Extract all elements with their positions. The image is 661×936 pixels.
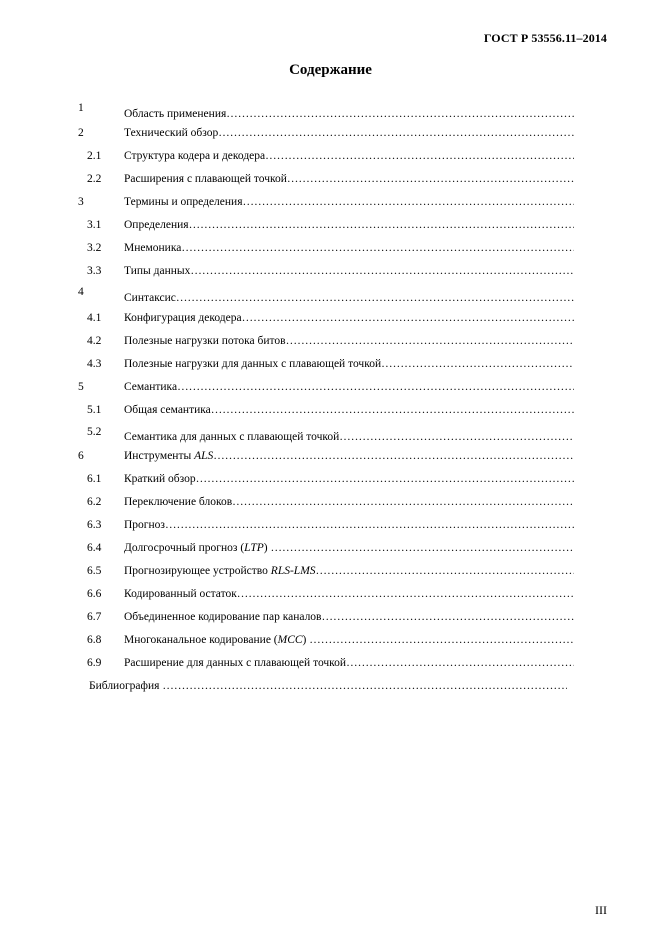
toc-label: Типы данных ………………………………………………………………………………………………………………………………………………………………………………… bbox=[124, 265, 574, 277]
toc-number: 6.2 bbox=[87, 496, 102, 508]
toc-entry[interactable] bbox=[0, 265, 661, 285]
toc-number: 4 bbox=[78, 286, 84, 298]
toc-label: Расширение для данных с плавающей точкой ………………………………………………………………………………………………………………………………………………………………………………… bbox=[124, 657, 574, 669]
toc-entry[interactable] bbox=[0, 104, 661, 124]
toc-entry[interactable] bbox=[0, 381, 661, 401]
toc-entry[interactable] bbox=[0, 358, 661, 378]
toc-label: Долгосрочный прогноз (LTP) ………………………………………………………………………………………………………………………………………………………………………………… bbox=[124, 542, 574, 554]
toc-entry[interactable] bbox=[0, 219, 661, 239]
toc-label: Мнемоника ………………………………………………………………………………………………………………………………………………………………………………… bbox=[124, 242, 574, 254]
toc-label: Расширения с плавающей точкой ………………………………………………………………………………………………………………………………………………………………………………… bbox=[124, 173, 574, 185]
toc-label: Технический обзор ………………………………………………………………………………………………………………………………………………………………………………… bbox=[124, 127, 574, 139]
toc-number: 6.4 bbox=[87, 542, 102, 554]
toc-number: 6.1 bbox=[87, 473, 102, 485]
toc-number: 3.2 bbox=[87, 242, 102, 254]
toc-label: Полезные нагрузки для данных с плавающей точкой ………………………………………………………………………………………………………………………………………………………………………………… bbox=[124, 358, 574, 370]
toc-label: Конфигурация декодера ………………………………………………………………………………………………………………………………………………………………………………… bbox=[124, 312, 574, 324]
page-title: Содержание bbox=[289, 62, 372, 78]
toc-number: 3.3 bbox=[87, 265, 102, 277]
toc-number: 3.1 bbox=[87, 219, 102, 231]
toc-number: 1 bbox=[78, 102, 84, 114]
toc-entry[interactable] bbox=[0, 519, 661, 539]
toc-entry[interactable] bbox=[0, 335, 661, 355]
toc-entry[interactable] bbox=[0, 496, 661, 516]
toc-label: Определения ………………………………………………………………………………………………………………………………………………………………………………… bbox=[124, 219, 574, 231]
toc-label: Переключение блоков ………………………………………………………………………………………………………………………………………………………………………………… bbox=[124, 496, 574, 508]
toc-number: 6.3 bbox=[87, 519, 102, 531]
toc-entry[interactable] bbox=[0, 242, 661, 262]
toc-number: 3 bbox=[78, 196, 84, 208]
toc-entry[interactable] bbox=[0, 196, 661, 216]
toc-label: Семантика для данных с плавающей точкой ………………………………………………………………………………………………………………………………………………………………………………… bbox=[124, 431, 574, 443]
toc-number: 2.2 bbox=[87, 173, 102, 185]
toc-label: Многоканальное кодирование (MCC) ………………………………………………………………………………………………………………………………………………………………………………… bbox=[124, 634, 574, 646]
toc-entry[interactable] bbox=[0, 150, 661, 170]
toc-number: 5.2 bbox=[87, 426, 102, 438]
toc-label: Синтаксис ………………………………………………………………………………………………………………………………………………………………………………… bbox=[124, 292, 574, 304]
toc-number: 4.1 bbox=[87, 312, 102, 324]
toc-label: Прогнозирующее устройство RLS-LMS ………………………………………………………………………………………………………………………………………………………………………………… bbox=[124, 565, 574, 577]
toc-label: Семантика ………………………………………………………………………………………………………………………………………………………………………………… bbox=[124, 381, 574, 393]
toc-entry[interactable] bbox=[0, 312, 661, 332]
toc-number: 5.1 bbox=[87, 404, 102, 416]
toc-label: Инструменты ALS ………………………………………………………………………………………………………………………………………………………………………………… bbox=[124, 450, 574, 462]
toc-label: Структура кодера и декодера ………………………………………………………………………………………………………………………………………………………………………………… bbox=[124, 150, 574, 162]
toc-number: 6 bbox=[78, 450, 84, 462]
toc-entry[interactable] bbox=[0, 588, 661, 608]
toc-entry[interactable] bbox=[0, 404, 661, 424]
toc-label: Краткий обзор ………………………………………………………………………………………………………………………………………………………………………………… bbox=[124, 473, 574, 485]
toc-label: Объединенное кодирование пар каналов ………………………………………………………………………………………………………………………………………………………………………………… bbox=[124, 611, 574, 623]
toc-number: 5 bbox=[78, 381, 84, 393]
toc-number: 4.2 bbox=[87, 335, 102, 347]
toc-label: Полезные нагрузки потока битов ………………………………………………………………………………………………………………………………………………………………………………… bbox=[124, 335, 574, 347]
toc-entry[interactable] bbox=[0, 473, 661, 493]
toc-number: 6.6 bbox=[87, 588, 102, 600]
toc-number: 4.3 bbox=[87, 358, 102, 370]
toc-entry[interactable] bbox=[0, 288, 661, 308]
toc-label: Термины и определения ………………………………………………………………………………………………………………………………………………………………………………… bbox=[124, 196, 574, 208]
toc-entry[interactable] bbox=[0, 657, 661, 677]
toc-number: 6.5 bbox=[87, 565, 102, 577]
toc-number: 6.8 bbox=[87, 634, 102, 646]
toc-entry[interactable] bbox=[0, 127, 661, 147]
toc-entry[interactable] bbox=[0, 542, 661, 562]
toc-label: Кодированный остаток ………………………………………………………………………………………………………………………………………………………………………………… bbox=[124, 588, 574, 600]
toc-label: Прогноз ………………………………………………………………………………………………………………………………………………………………………………… bbox=[124, 519, 574, 531]
toc-entry[interactable] bbox=[0, 450, 661, 470]
toc-entry[interactable] bbox=[0, 173, 661, 193]
toc-entry[interactable] bbox=[0, 611, 661, 631]
toc-number: 2 bbox=[78, 127, 84, 139]
toc-entry[interactable] bbox=[0, 634, 661, 654]
page-number: III bbox=[595, 903, 607, 917]
toc-number: 6.7 bbox=[87, 611, 102, 623]
toc-entry-bibliography[interactable] bbox=[0, 680, 661, 700]
document-code-header: ГОСТ Р 53556.11–2014 bbox=[483, 31, 607, 45]
toc-number: 2.1 bbox=[87, 150, 102, 162]
toc-number: 6.9 bbox=[87, 657, 102, 669]
toc-label: Общая семантика ………………………………………………………………………………………………………………………………………………………………………………… bbox=[124, 404, 574, 416]
toc-entry[interactable] bbox=[0, 427, 661, 447]
toc-label: Библиография ………………………………………………………………………………………………………………………………………………………………………………… bbox=[89, 680, 567, 692]
toc-entry[interactable] bbox=[0, 565, 661, 585]
toc-label: Область применения ………………………………………………………………………………………………………………………………………………………………………………… bbox=[124, 108, 574, 120]
